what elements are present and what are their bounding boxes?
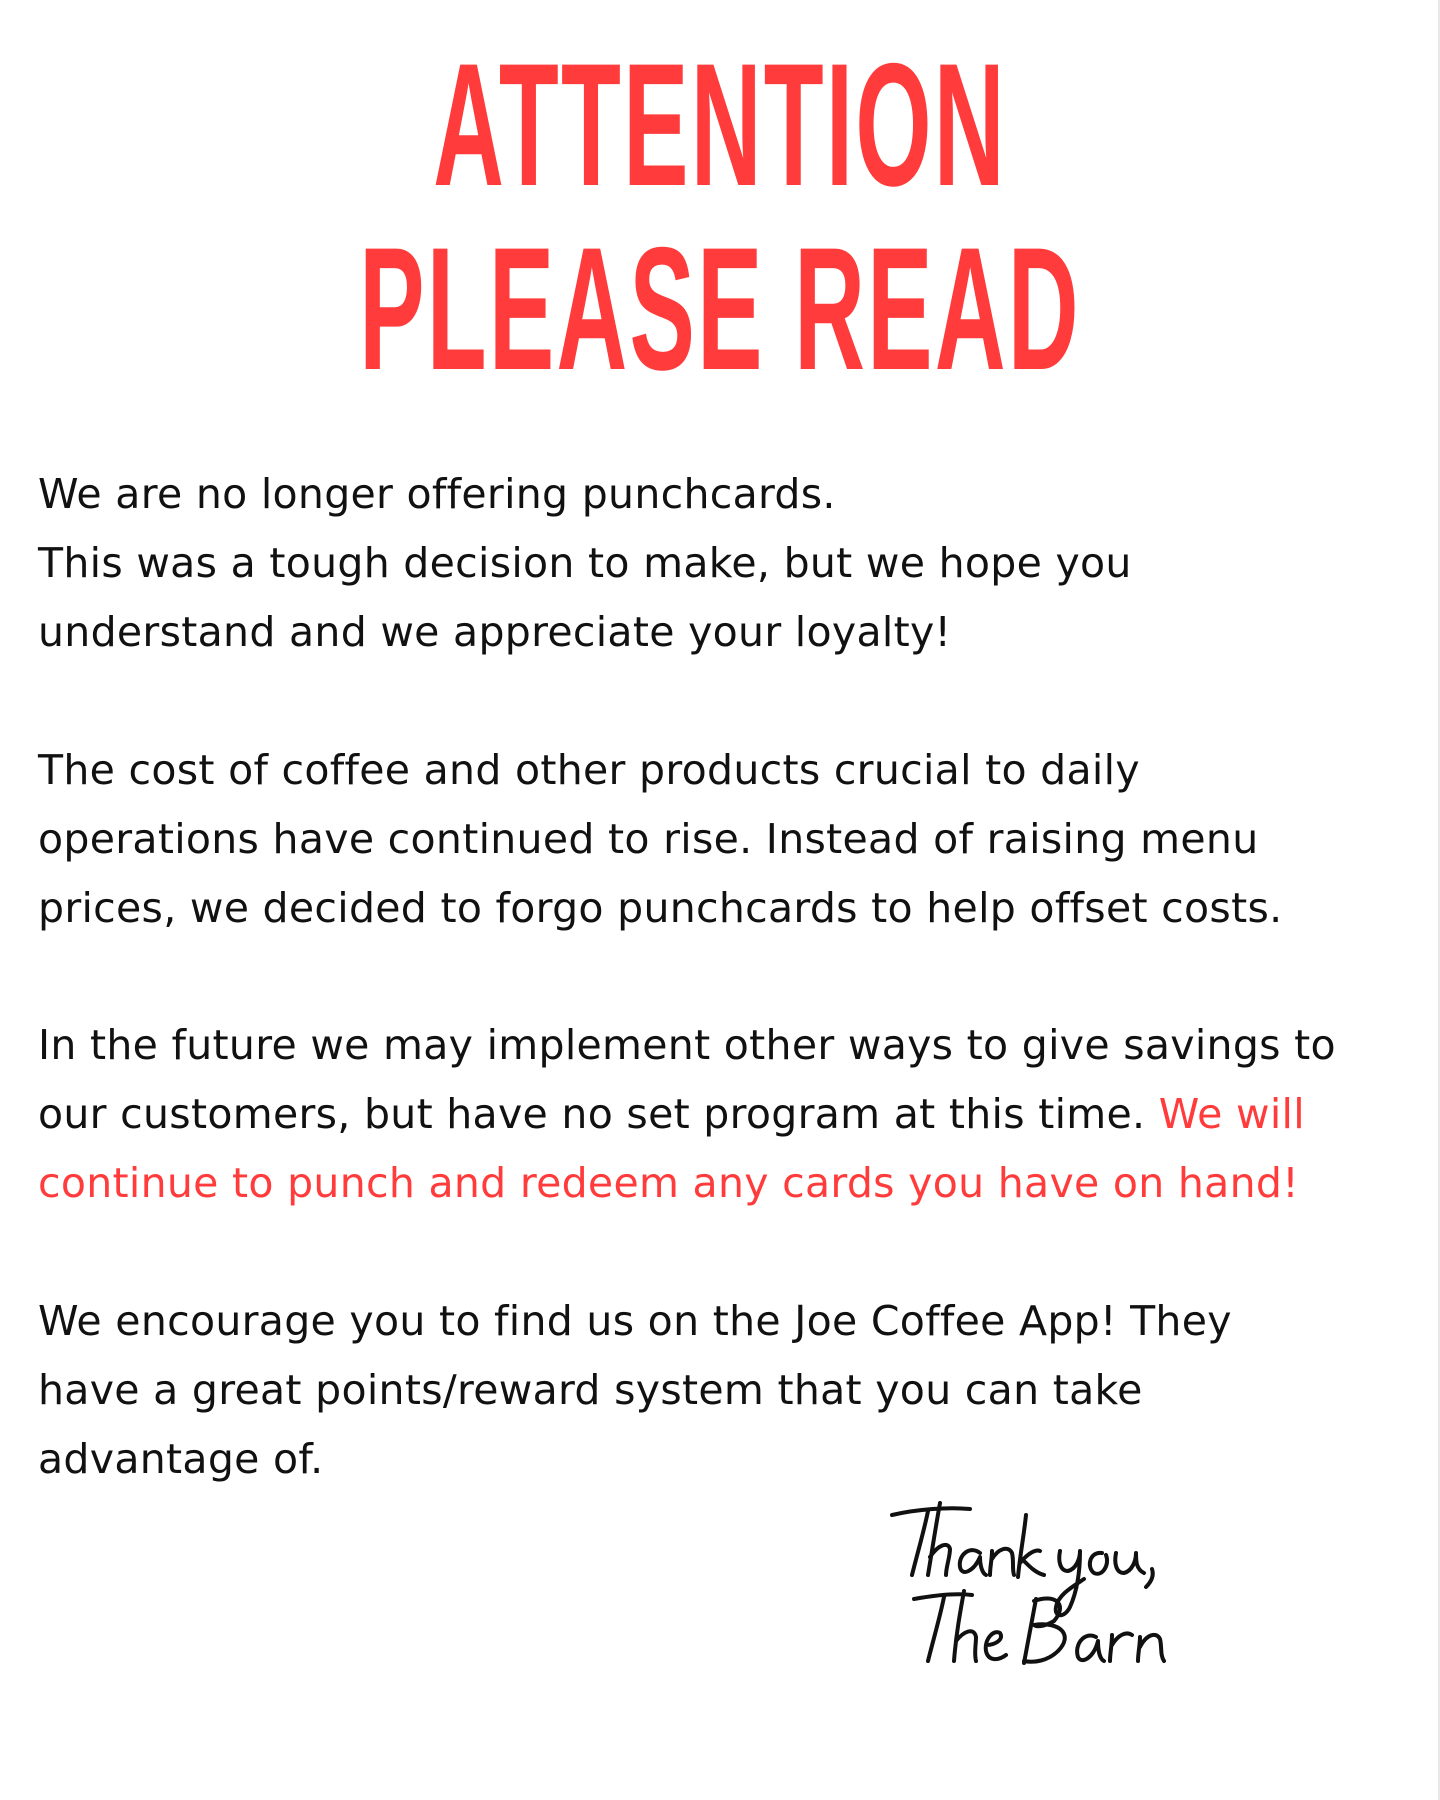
paragraph-joe-coffee-app bbox=[38, 1287, 1418, 1494]
signature-drawing bbox=[888, 1495, 1248, 1675]
paragraph-cost-explanation bbox=[38, 736, 1418, 943]
paragraph-no-punchcards bbox=[38, 460, 1418, 667]
heading-please-read: PLEASE READ bbox=[359, 212, 1081, 407]
paragraph-line: We are no longer offering punchcards. bbox=[38, 470, 836, 518]
paragraph-line: advantage of. bbox=[38, 1435, 324, 1483]
highlight-text: We will bbox=[1158, 1090, 1305, 1138]
paragraph-future-savings bbox=[38, 1011, 1418, 1218]
handwritten-signature bbox=[888, 1495, 1248, 1675]
heading-attention: ATTENTION bbox=[433, 28, 1007, 223]
highlight-line: continue to punch and redeem any cards you have on hand! bbox=[38, 1159, 1299, 1207]
paragraph-line bbox=[38, 1080, 1418, 1149]
paragraph-line: have a great points/reward system that you can take bbox=[38, 1366, 1143, 1414]
paragraph-line: operations have continued to rise. Instead of raising menu bbox=[38, 815, 1259, 863]
paragraph-line: The cost of coffee and other products crucial to daily bbox=[38, 746, 1140, 794]
paragraph-line: understand and we appreciate your loyalty! bbox=[38, 608, 952, 656]
paragraph-line: This was a tough decision to make, but we hope you bbox=[38, 539, 1132, 587]
paragraph-line: We encourage you to find us on the Joe Coffee App! They bbox=[38, 1297, 1232, 1345]
paragraph-line: In the future we may implement other ways to give savings to bbox=[38, 1021, 1336, 1069]
paragraph-text: our customers, but have no set program at this time. bbox=[38, 1090, 1159, 1138]
paragraph-line: prices, we decided to forgo punchcards to help offset costs. bbox=[38, 884, 1283, 932]
